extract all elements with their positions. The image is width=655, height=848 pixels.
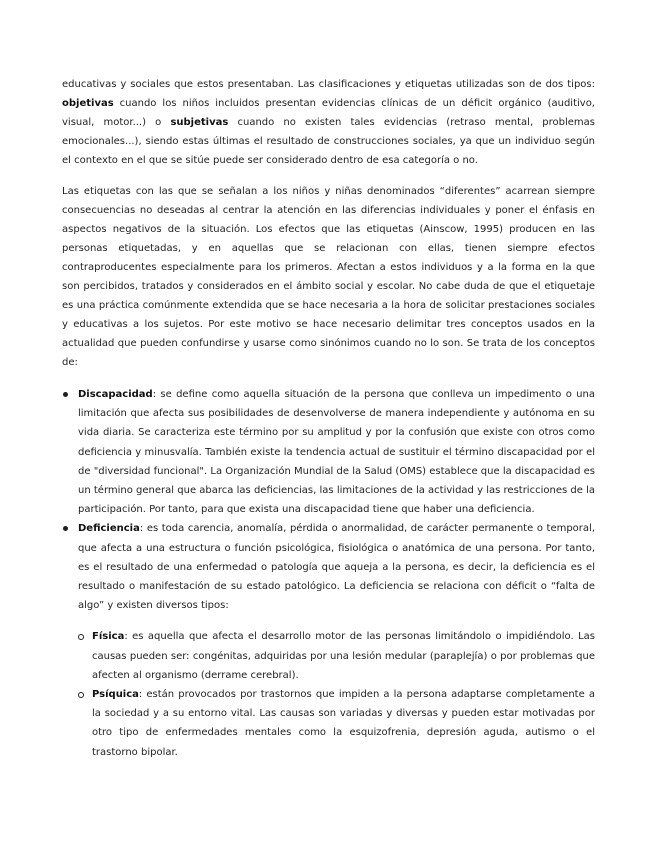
list-item-discapacidad [62, 385, 595, 519]
definition-text: : es aquella que afecta el desarrollo motor de las personas limitándolo o impidiéndolo. Las causas pueden ser: congénitas, adquiridas por una lesión medular (paraplejía) o por problemas que afecten al organismo (derrame cerebral). [92, 631, 595, 681]
sub-item-fisica [78, 627, 595, 685]
deficiency-types-list [78, 627, 595, 761]
document-body [62, 75, 595, 762]
definition-text: : están provocados por trastornos que impiden a la persona adaptarse completamente a la sociedad y a su entorno vital. Las causas son variadas y diversas y pueden estar motivadas por otro tipo de enfermedades mentales como la esquizofrenia, depresión aguda, autismo o el trastorno bipolar. [92, 689, 595, 758]
bold-term-subjetivas: subjetivas [170, 117, 229, 128]
definition-text: : es toda carencia, anomalía, pérdida o anormalidad, de carácter permanente o temporal, que afecta a una estructura o función psicológica, fisiológica o anatómica de una persona. Por tanto, es el resultado de una enfermedad o patología que aqueja a la persona, es decir, la deficiencia es el resultado o manifestación de su estado patológico. La deficiencia se relaciona con déficit o “falta de algo” y existen diversos tipos: [78, 523, 595, 612]
term-deficiencia: Deficiencia [78, 523, 140, 535]
term-discapacidad: Discapacidad [78, 389, 153, 400]
definition-text: : se define como aquella situación de la persona que conlleva un impedimento o una limitación que afecta sus posibilidades de desenvolverse de manera independiente y autónoma en su vida diaria. Se caracteriza este término por su amplitud y por la confusión que existe con otros como deficiencia y minusvalía. También existe la tendencia actual de sustituir el término discapacidad por el de "diversidad funcional". La Organización Mundial de la Salud (OMS) establece que la discapacidad es un término general que abarca las deficiencias, las limitaciones de la actividad y las restricciones de la participación. Por tanto, para que exista una discapacidad tiene que haber una deficiencia. [78, 389, 595, 516]
paragraph-text: educativas y sociales que estos presentaban. Las clasificaciones y etiquetas utilizadas son de dos tipos: [62, 79, 595, 90]
list-item-deficiencia [62, 519, 595, 761]
paragraph-text: cuando los niños incluidos presentan evidencias clínicas de un déficit orgánico (auditivo, visual, motor...) o [62, 98, 595, 128]
term-fisica: Física [92, 631, 125, 643]
term-psiquica: Psíquica [92, 689, 139, 701]
paragraph-classification [62, 75, 595, 170]
bold-term-objetivas: objetivas [62, 98, 114, 109]
concepts-list [62, 385, 595, 762]
paragraph-text: cuando no existen tales evidencias (retraso mental, problemas emocionales...), siendo estas últimas el resultado de construcciones sociales, ya que un individuo según el contexto en el que se sitúe puede ser considerado dentro de esa categoría o no. [62, 117, 595, 166]
sub-item-psiquica [78, 685, 595, 762]
paragraph-labels: Las etiquetas con las que se señalan a los niños y niñas denominados “diferentes” acarrean siempre consecuencias no deseadas al centrar la atención en las diferencias individuales y poner el énfasis en aspectos negativos de la situación. Los efectos que las etiquetas (Ainscow, 1995) producen en las personas etiquetadas, y en aquellas que se relacionan con ellas, tienen siempre efectos contraproducentes especialmente para los primeros. Afectan a estos individuos y a la forma en la que son percibidos, tratados y considerados en el ámbito social y escolar. No cabe duda de que el etiquetaje es una práctica comúnmente extendida que se hace necesaria a la hora de solicitar prestaciones sociales y educativas a los sujetos. Por este motivo se hace necesario delimitar tres conceptos usados en la actualidad que pueden confundirse y usarse como sinónimos cuando no lo son. Se trata de los conceptos de: [62, 186, 595, 368]
